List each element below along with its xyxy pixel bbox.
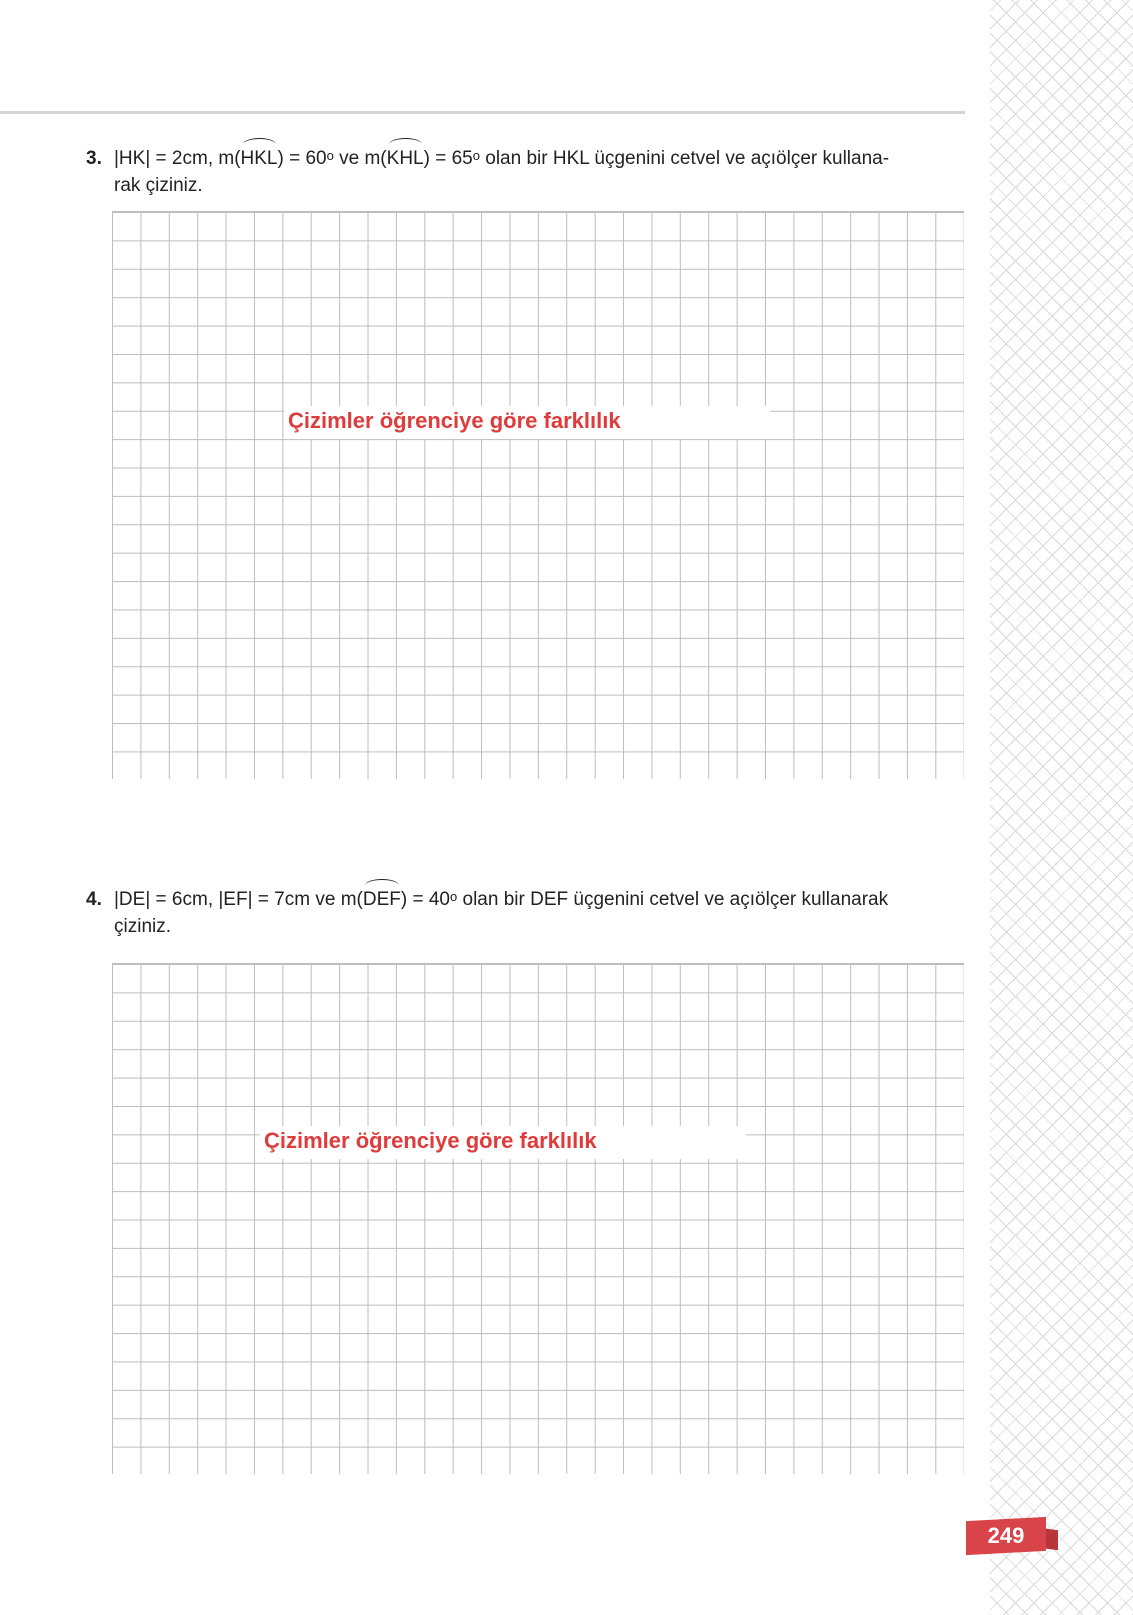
question-4-text-part-2: ) = 40 [400, 889, 450, 910]
page-number: 249 [987, 1523, 1025, 1548]
drawing-grid-question-4 [112, 963, 964, 1474]
question-4-degree-1: o [449, 889, 458, 904]
question-3-text-part-3: ve m( [333, 148, 387, 169]
drawing-grid-question-3 [112, 211, 964, 779]
question-3 [86, 145, 966, 199]
question-3-text-part-1: |HK| = 2cm, m( [114, 148, 241, 169]
question-4-angle-def: DEF [363, 886, 401, 913]
question-3-angle-hkl: HKL [241, 145, 278, 172]
question-3-text-part-4: ) = 65 [423, 148, 473, 169]
question-3-text-part-5: olan bir HKL üçgenini cetvel ve açıölçer kullana- [479, 148, 890, 169]
question-4-line-1 [86, 886, 966, 913]
question-4-line-2: çiziniz. [114, 916, 172, 937]
answer-note-question-3: Çizimler öğrenciye göre farklılık [284, 406, 770, 439]
header-divider [0, 111, 965, 114]
page-number-tab [966, 1519, 1058, 1553]
question-3-line-2: rak çiziniz. [114, 175, 203, 196]
question-3-number: 3. [86, 148, 102, 169]
question-3-line-1 [86, 145, 966, 172]
side-crosshatch-pattern [990, 0, 1133, 1615]
question-4-text-part-1: |DE| = 6cm, |EF| = 7cm ve m( [114, 889, 363, 910]
question-3-degree-1: o [326, 148, 334, 163]
question-4-number: 4. [86, 889, 102, 910]
question-3-text-part-2: ) = 60 [277, 148, 327, 169]
question-4-text-part-3: olan bir DEF üçgenini cetvel ve açıölçer kullanarak [457, 889, 889, 910]
answer-note-question-4: Çizimler öğrenciye göre farklılık [260, 1126, 746, 1159]
question-3-angle-khl: KHL [387, 145, 424, 172]
question-4 [86, 886, 966, 940]
question-3-degree-2: o [472, 148, 480, 163]
